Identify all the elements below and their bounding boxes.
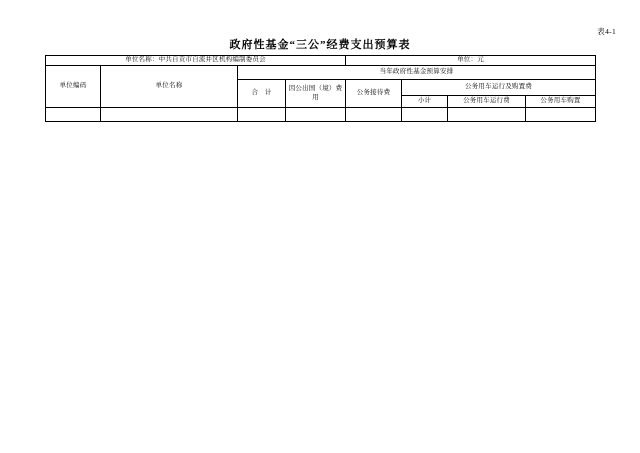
cell-abroad-fee — [286, 108, 346, 122]
budget-table — [45, 55, 596, 122]
col-header-unit-name: 单位名称 — [101, 66, 238, 108]
unit-name-meta: 单位名称：中共自贡市自流井区机构编制委员会 — [46, 56, 346, 66]
header-row-1 — [46, 66, 596, 80]
col-header-unit-code: 单位编码 — [46, 66, 101, 108]
cell-unit-name — [101, 108, 238, 122]
col-header-group-title: 当年政府性基金预算安排 — [238, 66, 596, 80]
page-title: 政府性基金“三公”经费支出预算表 — [229, 39, 411, 51]
form-code-label: 表4-1 — [597, 27, 616, 36]
col-header-vehicle-purchase: 公务用车购置 — [526, 96, 596, 108]
col-header-abroad-fee: 因公出国（境）费用 — [286, 80, 346, 108]
cell-vehicle-operation — [448, 108, 526, 122]
cell-vehicle-subtotal — [402, 108, 448, 122]
col-header-vehicle-operation: 公务用车运行费 — [448, 96, 526, 108]
cell-unit-code — [46, 108, 101, 122]
cell-total — [238, 108, 286, 122]
currency-meta: 单位：元 — [346, 56, 596, 66]
col-header-vehicle-subtotal: 小计 — [402, 96, 448, 108]
col-header-total: 合 计 — [238, 80, 286, 108]
col-header-vehicle-group: 公务用车运行及购置费 — [402, 80, 596, 96]
table-meta-row — [46, 56, 596, 66]
col-header-reception-fee: 公务接待费 — [346, 80, 402, 108]
table-row — [46, 108, 596, 122]
cell-vehicle-purchase — [526, 108, 596, 122]
cell-reception-fee — [346, 108, 402, 122]
